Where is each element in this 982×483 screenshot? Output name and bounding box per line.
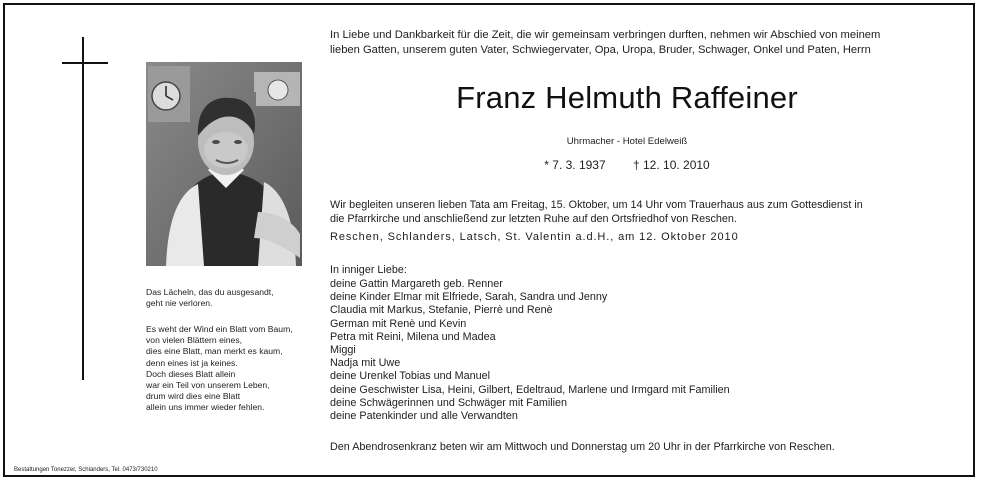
intro-text bbox=[330, 28, 880, 58]
place-and-date: Reschen, Schlanders, Latsch, St. Valentin a.d.H., am 12. Oktober 2010 bbox=[330, 231, 739, 243]
poem-line: Doch dieses Blatt allein bbox=[146, 368, 236, 379]
poem-line: von vielen Blättern eines, bbox=[146, 335, 243, 346]
mourners-list bbox=[330, 278, 730, 423]
poem-line: war ein Teil von unserem Leben, bbox=[146, 380, 270, 391]
funeral-home-credit: Bestattungen Tonezzer, Schlanders, Tel. 0473/730210 bbox=[14, 467, 158, 473]
mourner-line: deine Urenkel Tobias und Manuel bbox=[330, 370, 491, 383]
mourner-line: German mit Renè und Kevin bbox=[330, 317, 467, 330]
poem-line: geht nie verloren. bbox=[146, 298, 213, 309]
mourner-line: deine Geschwister Lisa, Heini, Gilbert, Edeltraud, Marlene und Irmgard mit Familien bbox=[330, 383, 730, 396]
poem-line: Es weht der Wind ein Blatt vom Baum, bbox=[146, 324, 293, 334]
mourner-line: Petra mit Reini, Milena und Madea bbox=[330, 330, 496, 343]
mourner-line: deine Schwägerinnen und Schwäger mit Familien bbox=[330, 396, 568, 409]
cross-icon-bar bbox=[62, 62, 108, 64]
poem-stanza-1 bbox=[146, 287, 306, 309]
poem-line: allein uns immer wieder fehlen. bbox=[146, 402, 265, 413]
funeral-info bbox=[330, 198, 863, 226]
mourner-line: Miggi bbox=[330, 344, 356, 357]
mourner-line: deine Gattin Margareth geb. Renner bbox=[330, 278, 503, 290]
deceased-name: Franz Helmuth Raffeiner bbox=[456, 80, 798, 115]
mourner-line: deine Patenkinder und alle Verwandten bbox=[330, 410, 518, 423]
poem-line: denn eines ist ja keines. bbox=[146, 357, 238, 368]
poem-stanza-2 bbox=[146, 324, 306, 414]
funeral-line: Wir begleiten unseren lieben Tata am Freitag, 15. Oktober, um 14 Uhr vom Trauerhaus aus zum Gottesdienst in bbox=[330, 199, 863, 211]
portrait-photo bbox=[146, 62, 302, 266]
poem-line: Das Lächeln, das du ausgesandt, bbox=[146, 287, 274, 297]
birth-date: * 7. 3. 1937 bbox=[544, 158, 606, 172]
death-date: † 12. 10. 2010 bbox=[633, 158, 710, 172]
rosary-note: Den Abendrosenkranz beten wir am Mittwoch und Donnerstag um 20 Uhr in der Pfarrkirche von Reschen. bbox=[330, 441, 835, 453]
occupation: Uhrmacher - Hotel Edelweiß bbox=[566, 136, 688, 147]
mourner-line: deine Kinder Elmar mit Elfriede, Sarah, Sandra und Jenny bbox=[330, 291, 608, 304]
mourner-line: Nadja mit Uwe bbox=[330, 357, 401, 370]
mourners-heading: In inniger Liebe: bbox=[330, 264, 407, 276]
cross-icon bbox=[82, 37, 84, 380]
funeral-line: die Pfarrkirche und anschließend zur letzten Ruhe auf den Ortsfriedhof von Reschen. bbox=[330, 213, 737, 225]
intro-line: In Liebe und Dankbarkeit für die Zeit, die wir gemeinsam verbringen durften, nehmen wir Abschied von meinem bbox=[330, 29, 881, 41]
poem-line: dies eine Blatt, man merkt es kaum, bbox=[146, 346, 283, 357]
life-dates bbox=[330, 158, 924, 172]
intro-line: lieben Gatten, unserem guten Vater, Schwiegervater, Opa, Uropa, Bruder, Schwager, Onkel und Paten, Herrn bbox=[330, 44, 871, 56]
poem-line: drum wird dies eine Blatt bbox=[146, 391, 241, 402]
mourner-line: Claudia mit Markus, Stefanie, Pierrè und Renè bbox=[330, 304, 553, 317]
